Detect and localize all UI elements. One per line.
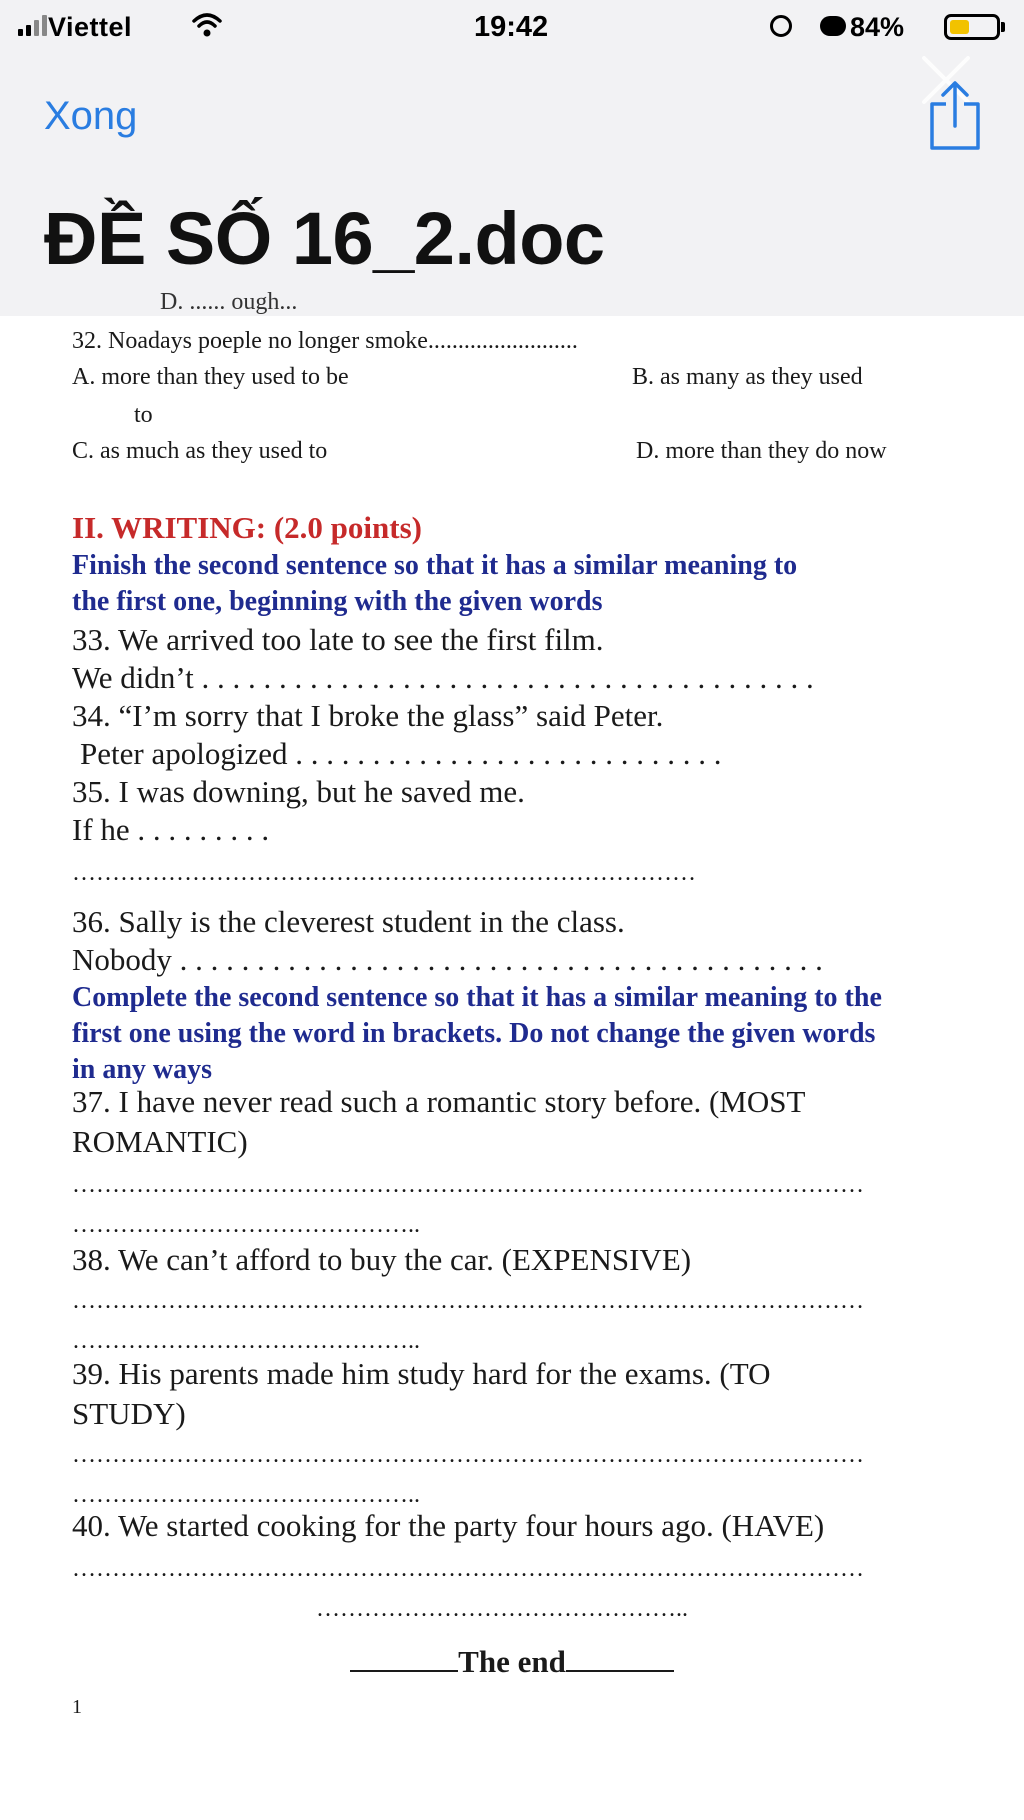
document-title: ĐỀ SỐ 16_2.doc [44,197,605,280]
the-end-text: The end [458,1644,566,1679]
q39-stem-line-1: 39. His parents made him study hard for the exams. (TO [72,1356,771,1391]
the-end-rule-right [566,1670,674,1672]
q32-option-d: D. more than they do now [636,438,887,464]
writing-heading: II. WRITING: (2.0 points) [72,510,422,545]
q32-stem: 32. Noadays poeple no longer smoke......................... [72,328,578,354]
q35-answer-line: …………………………………………………………………… [72,860,696,886]
done-button[interactable]: Xong [44,94,138,138]
instruction-2-line-2: first one using the word in brackets. Do not change the given words [72,1018,876,1049]
battery-percentage: 84% [850,12,905,42]
q37-answer-dots-2: …………………………………….. [72,1212,420,1238]
instruction-1-line-1: Finish the second sentence so that it has a similar meaning to [72,550,798,581]
q40-answer-dots-2: ……………………………………….. [316,1596,688,1622]
battery-icon [944,14,1000,40]
battery-fill [950,20,969,34]
q38-answer-dots-1: ……………………………………………………………………………………… [72,1288,864,1314]
q39-stem-line-2: STUDY) [72,1396,186,1431]
carrier-name: Viettel [48,12,133,42]
wifi-icon [192,12,222,38]
q37-stem-line-2: ROMANTIC) [72,1124,248,1159]
q40-answer-dots-1: ……………………………………………………………………………………… [72,1556,864,1582]
instruction-2-line-3: in any ways [72,1054,213,1085]
orientation-lock-icon [770,15,792,37]
q36-answer: Nobody . . . . . . . . . . . . . . . . . . . . . . . . . . . . . . . . . . . . . . . . . . [72,942,823,977]
instruction-1-line-2: the first one, beginning with the given words [72,586,603,617]
q34-stem: 34. “I’m sorry that I broke the glass” said Peter. [72,698,664,733]
q32-option-b: B. as many as they used [632,364,863,390]
q32-option-c: C. as much as they used to [72,438,328,464]
q39-answer-dots-2: …………………………………….. [72,1482,420,1508]
cellular-signal-icon [18,14,47,36]
the-end-rule-left [350,1670,458,1672]
battery-tip [1001,22,1005,32]
q36-stem: 36. Sally is the cleverest student in the class. [72,904,625,939]
instruction-2-line-1: Complete the second sentence so that it has a similar meaning to the [72,982,882,1013]
q35-answer: If he . . . . . . . . . [72,812,270,847]
q33-answer: We didn’t . . . . . . . . . . . . . . . . . . . . . . . . . . . . . . . . . . . . . . . . [72,660,814,695]
q37-stem-line-1: 37. I have never read such a romantic story before. (MOST [72,1084,806,1119]
cut-off-line [160,289,390,320]
q32-option-b-cont: to [134,402,153,428]
q33-stem: 33. We arrived too late to see the first film. [72,622,604,657]
q38-stem: 38. We can’t afford to buy the car. (EXPENSIVE) [72,1242,692,1277]
q32-option-a: A. more than they used to be [72,364,349,390]
page-number: 1 [72,1696,82,1718]
q40-stem: 40. We started cooking for the party four hours ago. (HAVE) [72,1508,825,1543]
cut-off-text: D. ...... ough... [160,289,298,315]
q38-answer-dots-2: …………………………………….. [72,1328,420,1354]
navigation-header [0,0,1024,316]
document-page[interactable] [0,289,1024,1820]
q39-answer-dots-1: ……………………………………………………………………………………… [72,1442,864,1468]
the-end-line [0,1644,1024,1680]
status-time: 19:42 [474,11,549,43]
q34-answer: Peter apologized . . . . . . . . . . . . . . . . . . . . . . . . . . . . [80,736,722,771]
share-icon[interactable] [928,80,982,152]
q35-stem: 35. I was downing, but he saved me. [72,774,525,809]
alarm-icon [820,16,846,36]
status-bar [0,0,1024,52]
q37-answer-dots-1: ……………………………………………………………………………………… [72,1172,864,1198]
